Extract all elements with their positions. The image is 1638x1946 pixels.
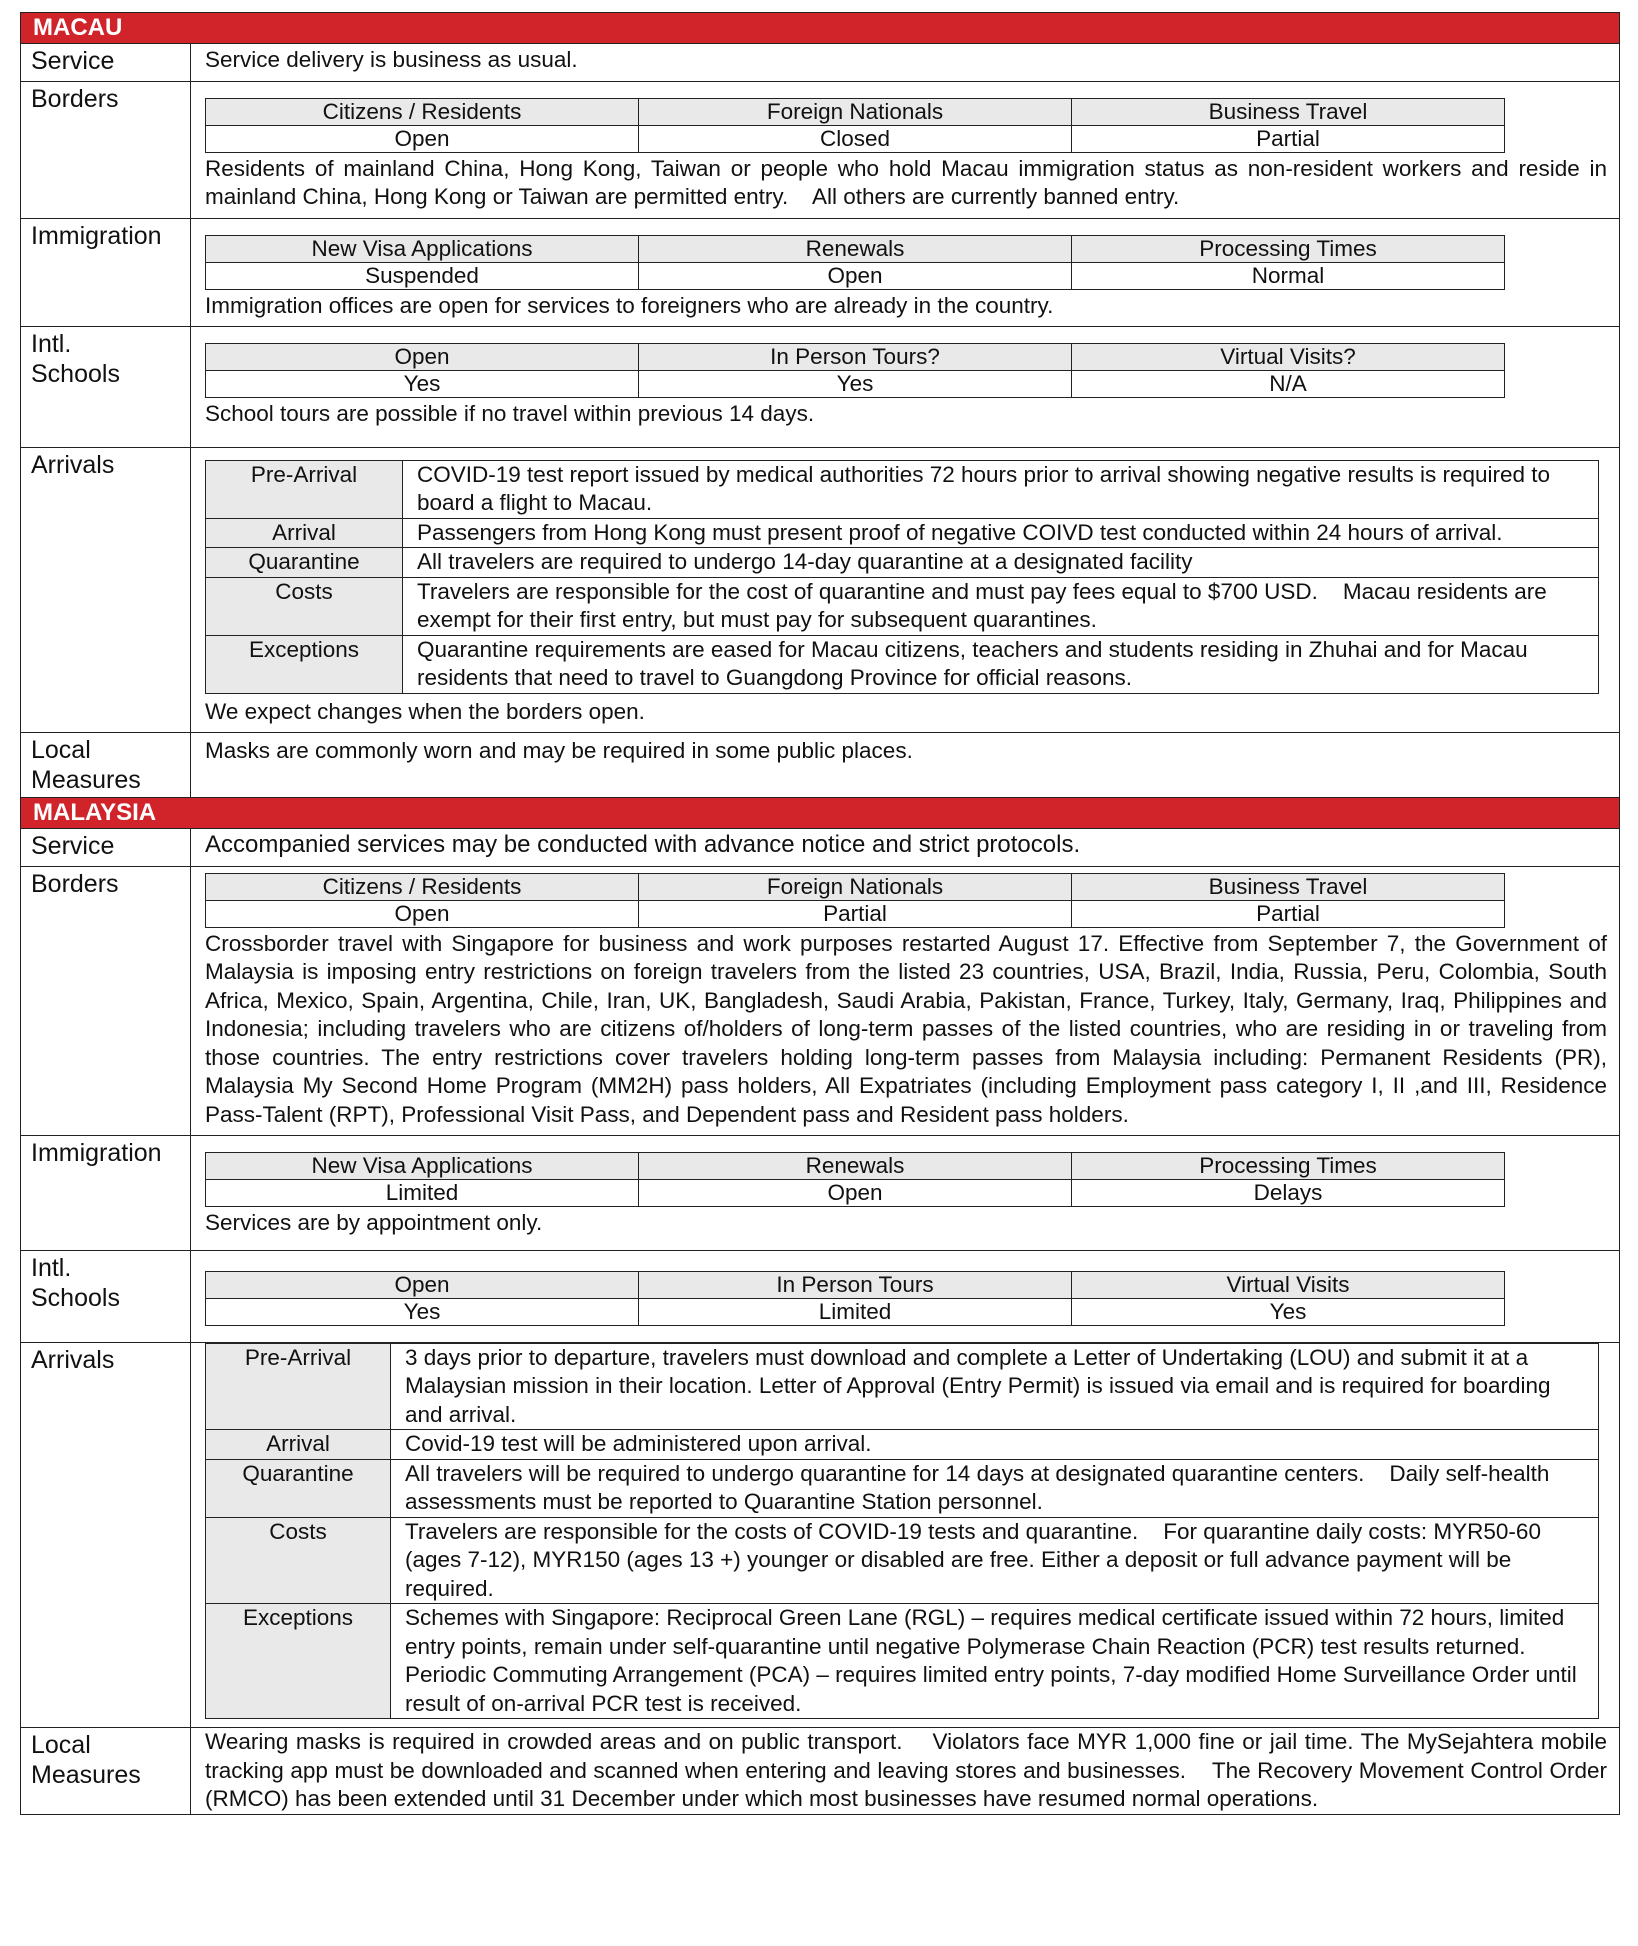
malaysia-service-text: Accompanied services may be conducted with advance notice and strict protocols.: [205, 831, 1081, 858]
arrivals-row: [206, 1430, 1599, 1460]
arrivals-row-label: Quarantine: [206, 548, 403, 578]
macau-local-row: [21, 733, 1620, 798]
status-header: Business Travel: [1072, 873, 1505, 900]
status-value: Partial: [1072, 900, 1505, 927]
macau-service-row: [21, 44, 1620, 82]
arrivals-row: [206, 1604, 1599, 1719]
status-header: Processing Times: [1072, 1153, 1505, 1180]
arrivals-row: [206, 1343, 1599, 1430]
arrivals-row: [206, 548, 1599, 578]
arrivals-row-label: Costs: [206, 1517, 391, 1604]
arrivals-row-text: Covid-19 test will be administered upon arrival.: [391, 1430, 1599, 1460]
macau-schools-note: School tours are possible if no travel within previous 14 days.: [205, 401, 815, 426]
arrivals-row: [206, 1459, 1599, 1517]
status-header: Renewals: [639, 235, 1072, 262]
malaysia-title: MALAYSIA: [21, 798, 1620, 829]
status-value: Open: [639, 1180, 1072, 1207]
status-header: Citizens / Residents: [206, 873, 639, 900]
status-header: New Visa Applications: [206, 235, 639, 262]
macau-service-label: Service: [21, 44, 191, 82]
malaysia-local-text: Wearing masks is required in crowded areas and on public transport. Violators face MYR 1,000 fine or jail time. The MySejahtera mobile tracking app must be downloaded and scanned when entering and leaving stores and businesses. The Recovery Movement Control Order (RMCO) has been extended until 31 December under which most businesses have resumed normal operations.: [205, 1729, 1614, 1811]
label-line: Intl.: [31, 1253, 72, 1282]
malaysia-arrivals-table: [205, 1343, 1599, 1720]
status-value: Open: [206, 125, 639, 152]
malaysia-immigration-status-table: [205, 1152, 1505, 1207]
arrivals-row-label: Pre-Arrival: [206, 1343, 391, 1430]
country-requirements-table: [20, 12, 1620, 1815]
macau-immigration-row: [21, 218, 1620, 327]
status-value: Partial: [639, 900, 1072, 927]
malaysia-borders-label: Borders: [21, 866, 191, 1136]
arrivals-row-text: All travelers are required to undergo 14-day quarantine at a designated facility: [403, 548, 1599, 578]
status-value: Partial: [1072, 125, 1505, 152]
label-line: Local: [31, 1731, 91, 1759]
macau-schools-label: [21, 327, 191, 448]
malaysia-local-label: [21, 1728, 191, 1815]
macau-borders-row: [21, 81, 1620, 218]
label-line: Intl.: [31, 330, 72, 358]
label-line: Measures: [31, 1761, 141, 1789]
status-header: Virtual Visits: [1072, 1271, 1505, 1298]
status-header: Business Travel: [1072, 98, 1505, 125]
macau-borders-status-table: [205, 98, 1505, 153]
arrivals-row-label: Pre-Arrival: [206, 460, 403, 518]
label-line: Measures: [31, 766, 141, 794]
status-header: Citizens / Residents: [206, 98, 639, 125]
status-value: Normal: [1072, 262, 1505, 289]
malaysia-schools-label: [21, 1250, 191, 1342]
macau-arrivals-label: Arrivals: [21, 447, 191, 733]
arrivals-row: [206, 1517, 1599, 1604]
arrivals-row-label: Arrival: [206, 518, 403, 548]
macau-immigration-status-table: [205, 235, 1505, 290]
arrivals-row-label: Arrival: [206, 1430, 391, 1460]
macau-local-text: Masks are commonly worn and may be required in some public places.: [205, 738, 913, 763]
macau-immigration-label: Immigration: [21, 218, 191, 327]
macau-service-text: Service delivery is business as usual.: [205, 47, 578, 72]
status-value: Yes: [1072, 1298, 1505, 1325]
status-value: Yes: [206, 1298, 639, 1325]
arrivals-row-text: COVID-19 test report issued by medical authorities 72 hours prior to arrival showing negative results is required to board a flight to Macau.: [403, 460, 1599, 518]
macau-arrivals-row: [21, 447, 1620, 733]
status-header: Foreign Nationals: [639, 873, 1072, 900]
malaysia-schools-status-table: [205, 1271, 1505, 1326]
status-header: Open: [206, 344, 639, 371]
arrivals-row-label: Exceptions: [206, 1604, 391, 1719]
arrivals-row-label: Exceptions: [206, 635, 403, 693]
macau-arrivals-table: [205, 460, 1599, 694]
arrivals-row-label: Costs: [206, 577, 403, 635]
status-value: Open: [639, 262, 1072, 289]
macau-schools-status-table: [205, 343, 1505, 398]
status-value: Closed: [639, 125, 1072, 152]
arrivals-row-label: Quarantine: [206, 1459, 391, 1517]
malaysia-service-label: Service: [21, 829, 191, 867]
malaysia-immigration-note: Services are by appointment only.: [205, 1210, 543, 1235]
arrivals-row: [206, 577, 1599, 635]
status-value: Suspended: [206, 262, 639, 289]
macau-borders-label: Borders: [21, 81, 191, 218]
malaysia-borders-status-table: [205, 873, 1505, 928]
status-value: N/A: [1072, 371, 1505, 398]
macau-schools-row: [21, 327, 1620, 448]
label-line: Local: [31, 736, 91, 764]
malaysia-borders-note: Crossborder travel with Singapore for business and work purposes restarted August 17. Effective from September 7, the Government of Malaysia is imposing entry restrictions on foreign travelers from the listed 23 countries, USA, Brazil, India, Russia, Peru, Colombia, South Africa, Mexico, Spain, Argentina, Chile, Iran, UK, Bangladesh, Saudi Arabia, Pakistan, France, Turkey, Italy, Germany, Iraq, Philippines and Indonesia; including travelers who are citizens of/holders of long-term passes of the listed countries, who are residing in or traveling from those countries. The entry restrictions cover travelers holding long-term passes from Malaysia including: Permanent Residents (PR), Malaysia My Second Home Program (MM2H) pass holders, All Expatriates (including Employment pass category I, II ,and III, Residence Pass-Talent (RPT), Professional Visit Pass, and Dependent pass and Resident pass holders.: [205, 930, 1607, 1127]
malaysia-service-row: [21, 829, 1620, 867]
macau-header-row: [21, 13, 1620, 44]
label-line: Schools: [31, 360, 120, 388]
status-value: Limited: [639, 1298, 1072, 1325]
malaysia-schools-row: [21, 1250, 1620, 1342]
malaysia-local-row: [21, 1728, 1620, 1815]
macau-immigration-note: Immigration offices are open for services to foreigners who are already in the country.: [205, 292, 1054, 318]
status-value: Yes: [206, 371, 639, 398]
status-header: Virtual Visits?: [1072, 344, 1505, 371]
status-header: In Person Tours: [639, 1271, 1072, 1298]
arrivals-row: [206, 635, 1599, 693]
malaysia-arrivals-row: [21, 1342, 1620, 1728]
status-header: New Visa Applications: [206, 1153, 639, 1180]
status-header: Foreign Nationals: [639, 98, 1072, 125]
malaysia-immigration-label: Immigration: [21, 1136, 191, 1251]
macau-local-label: [21, 733, 191, 798]
arrivals-row: [206, 518, 1599, 548]
malaysia-immigration-row: [21, 1136, 1620, 1251]
arrivals-row-text: All travelers will be required to undergo quarantine for 14 days at designated quarantine centers. Daily self-health assessments must be reported to Quarantine Station personnel.: [391, 1459, 1599, 1517]
arrivals-row-text: Travelers are responsible for the costs of COVID-19 tests and quarantine. For quarantine daily costs: MYR50-60 (ages 7-12), MYR150 (ages 13 +) younger or disabled are free. Either a deposit or full advance payment will be required.: [391, 1517, 1599, 1604]
status-value: Limited: [206, 1180, 639, 1207]
arrivals-row-text: Travelers are responsible for the cost of quarantine and must pay fees equal to $700 USD. Macau residents are exempt for their first entry, but must pay for subsequent quarantines.: [403, 577, 1599, 635]
macau-borders-note: Residents of mainland China, Hong Kong, Taiwan or people who hold Macau immigration status as non-resident workers and reside in mainland China, Hong Kong or Taiwan are permitted entry. All others are currently banned entry.: [205, 155, 1614, 209]
arrivals-row-text: Quarantine requirements are eased for Macau citizens, teachers and students residing in Zhuhai and for Macau residents that need to travel to Guangdong Province for official reasons.: [403, 635, 1599, 693]
status-header: In Person Tours?: [639, 344, 1072, 371]
arrivals-row-text: Schemes with Singapore: Reciprocal Green Lane (RGL) – requires medical certificate issued within 72 hours, limited entry points, remain under self-quarantine until negative Polymerase Chain Reaction (PCR) test results returned. Periodic Commuting Arrangement (PCA) – requires limited entry points, 7-day modified Home Surveillance Order until result of on-arrival PCR test is received.: [391, 1604, 1599, 1719]
status-header: Processing Times: [1072, 235, 1505, 262]
malaysia-borders-row: [21, 866, 1620, 1136]
malaysia-header-row: [21, 798, 1620, 829]
arrivals-row-text: Passengers from Hong Kong must present proof of negative COIVD test conducted within 24 hours of arrival.: [403, 518, 1599, 548]
label-line: Schools: [31, 1283, 120, 1312]
document-page: [20, 12, 1620, 1815]
macau-arrivals-note: We expect changes when the borders open.: [205, 698, 645, 724]
macau-title: MACAU: [21, 13, 1620, 44]
status-value: Delays: [1072, 1180, 1505, 1207]
malaysia-arrivals-label: Arrivals: [21, 1342, 191, 1728]
status-header: Open: [206, 1271, 639, 1298]
status-value: Yes: [639, 371, 1072, 398]
status-header: Renewals: [639, 1153, 1072, 1180]
arrivals-row: [206, 460, 1599, 518]
status-value: Open: [206, 900, 639, 927]
arrivals-row-text: 3 days prior to departure, travelers must download and complete a Letter of Undertaking (LOU) and submit it at a Malaysian mission in their location. Letter of Approval (Entry Permit) is issued via email and is required for boarding and arrival.: [391, 1343, 1599, 1430]
